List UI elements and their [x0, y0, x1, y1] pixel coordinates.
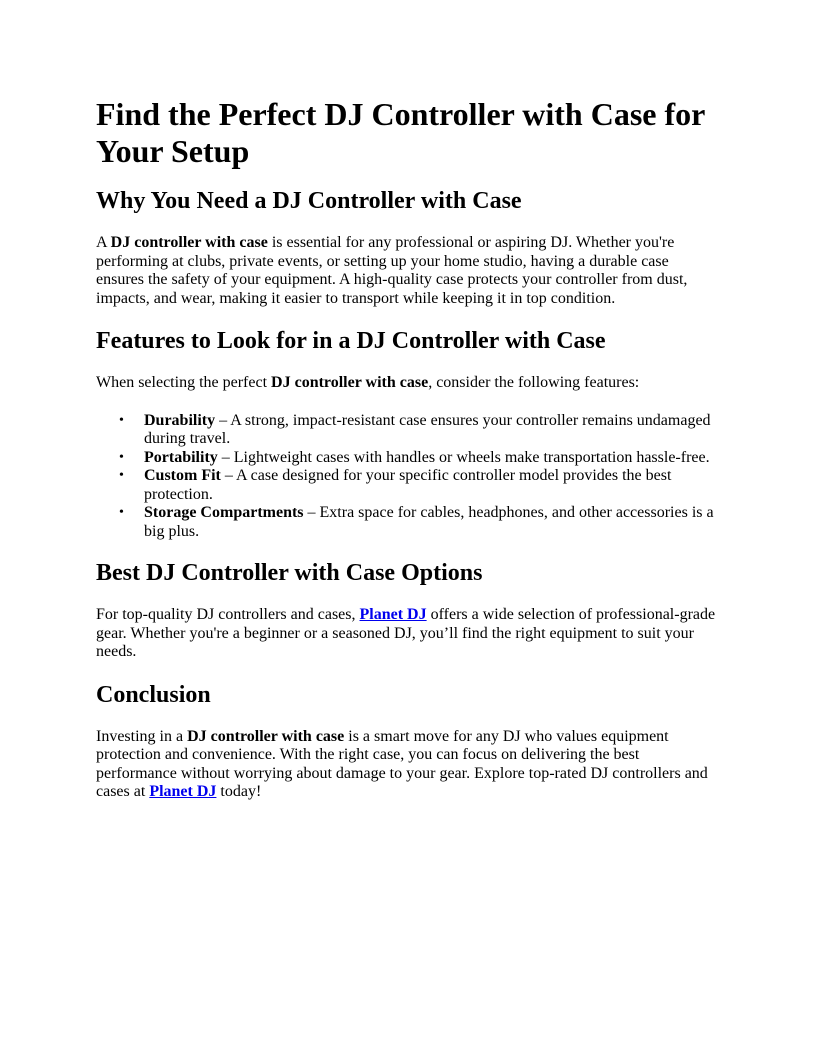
list-item — [119, 504, 720, 541]
list-item-term: Storage Compartments — [144, 504, 304, 521]
text-run: For top-quality DJ controllers and cases, — [96, 606, 360, 623]
section-heading-why: Why You Need a DJ Controller with Case — [96, 188, 522, 214]
bold-keyword: DJ controller with case — [271, 374, 429, 391]
list-item — [119, 448, 720, 468]
text-run: Investing in a — [96, 727, 188, 745]
bold-keyword: DJ controller with case — [110, 234, 268, 251]
section-why-paragraph — [96, 234, 720, 308]
list-item-text: – Extra space for cables, headphones, and other accessories is a big plus. — [144, 504, 714, 540]
text-run: , consider the following features: — [428, 374, 640, 391]
list-item — [119, 467, 720, 504]
text-run: offers a wide selection of professional-grade gear. Whether you're a beginner or a seasoned DJ, you’ll find the right equipment to suit your needs. — [96, 606, 716, 660]
planet-dj-link[interactable]: Planet DJ — [149, 783, 217, 800]
section-heading-conclusion: Conclusion — [96, 681, 211, 708]
text-run: today! — [216, 783, 262, 800]
list-item-term: Portability — [144, 448, 218, 466]
list-item-text: – A strong, impact-resistant case ensures your controller remains undamaged during travel. — [144, 411, 711, 447]
section-conclusion-paragraph — [96, 728, 720, 802]
text-run: is essential for any professional or aspiring DJ. Whether you're performing at clubs, private events, or setting up your home studio, having a durable case ensures the safety of your equipment. A high-quality case protects your controller from dust, impacts, and wear, making it easier to transport while keeping it in top condition. — [96, 234, 688, 307]
bullet-icon: • — [119, 449, 124, 465]
text-run: When selecting the perfect — [96, 374, 272, 391]
planet-dj-link[interactable]: Planet DJ — [359, 606, 427, 623]
bold-keyword: DJ controller with case — [187, 727, 345, 745]
section-features-intro — [96, 374, 720, 393]
bullet-icon: • — [119, 468, 124, 483]
section-heading-options: Best DJ Controller with Case Options — [96, 560, 483, 586]
list-item-term: Durability — [144, 411, 216, 429]
list-item-text: – A case designed for your specific controller model provides the best protection. — [144, 467, 672, 503]
text-run: A — [96, 234, 111, 251]
features-list — [96, 412, 720, 542]
list-item — [119, 411, 720, 449]
bullet-icon: • — [119, 412, 124, 428]
section-options-paragraph — [96, 606, 720, 662]
text-run: is a smart move for any DJ who values equipment protection and convenience. With the right case, you can focus on delivering the best performance without worrying about damage to your gear. Explore top-rated DJ controllers and cases at — [96, 727, 708, 800]
bullet-icon: • — [119, 505, 124, 520]
list-item-term: Custom Fit — [144, 467, 221, 484]
page-title: Find the Perfect DJ Controller with Case for Your Setup — [96, 96, 705, 169]
list-item-text: – Lightweight cases with handles or wheels make transportation hassle-free. — [217, 448, 710, 466]
section-heading-features: Features to Look for in a DJ Controller with Case — [96, 328, 606, 354]
